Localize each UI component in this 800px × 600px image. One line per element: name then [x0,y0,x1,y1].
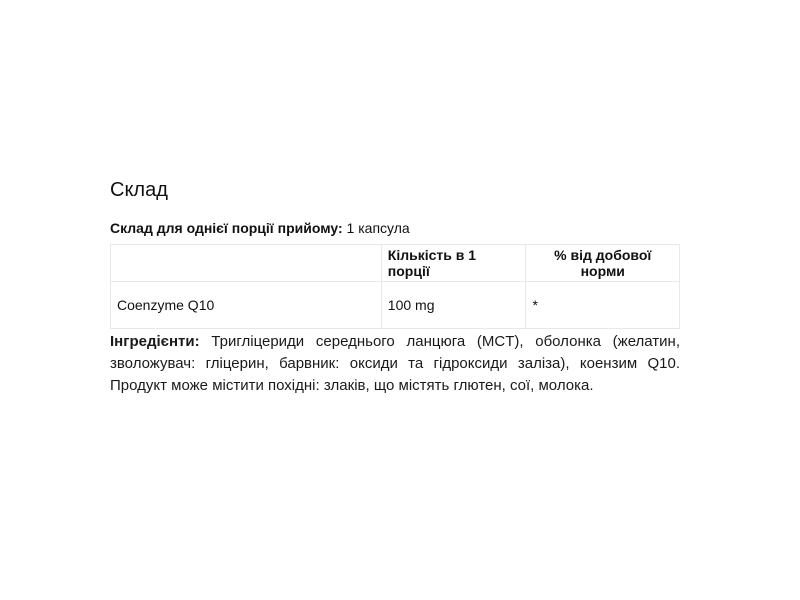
table-header-empty [111,245,382,282]
nutrient-name: Coenzyme Q10 [111,282,382,329]
supplement-facts-table [110,244,680,329]
table-header-row [111,245,680,282]
table-row [111,282,680,329]
ingredients-text: Тригліцериди середнього ланцюга (MCT), оболонка (желатин, зволожувач: гліцерин, барвник: оксиди та гідроксиди заліза), коензим Q10. Продукт може містити похідні: злаків, що містять глютен, сої, молока. [110,333,681,394]
serving-size-label: Склад для однієї порції прийому: [110,220,343,236]
nutrient-amount: 100 mg [381,282,526,329]
ingredients-paragraph [110,331,680,397]
ingredients-label: Інгредієнти: [110,333,200,350]
table-header-daily-value: % від добової норми [526,245,680,282]
section-title: Склад [110,179,168,201]
serving-size-value: 1 капсула [346,220,410,236]
composition-section [110,176,680,397]
serving-size [110,219,680,237]
table-header-amount: Кількість в 1 порції [381,245,526,282]
nutrient-daily-value: * [526,282,680,329]
